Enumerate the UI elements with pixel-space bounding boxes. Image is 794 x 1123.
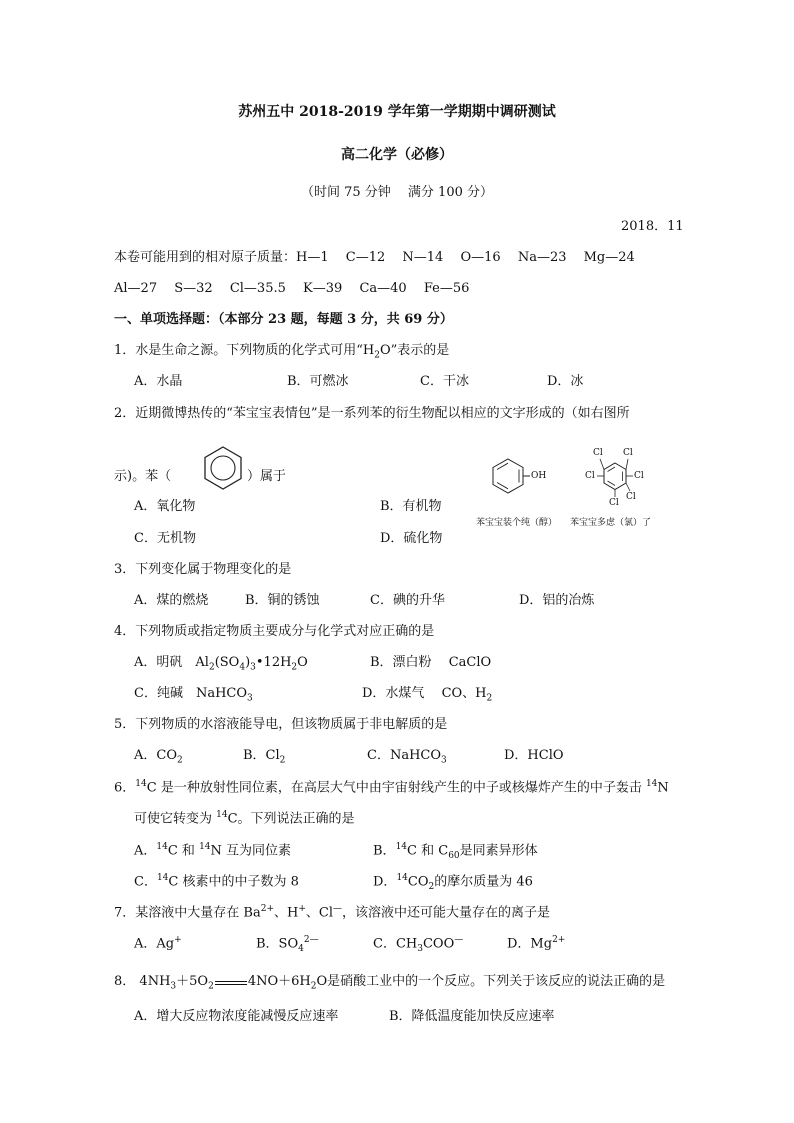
atomic-mass-item: S—32 — [174, 281, 213, 296]
cl-label: Cl — [585, 471, 595, 481]
section-title: 一、单项选择题：（本部分 23 题，每题 3 分，共 69 分） — [114, 312, 453, 327]
cl-label: Cl — [593, 448, 603, 458]
q7-option-a: A．Ag+ — [134, 935, 182, 952]
q1-option-a: A．水晶 — [134, 374, 183, 389]
atomic-mass-item: Cl—35.5 — [229, 281, 286, 296]
q4-option-a: A．明矾 $Al_2(SO_4)_3•12H_2O$ — [134, 655, 308, 673]
question-8-stem: 8． $4NH_3+5O_2$ $4NO+6H_2O$是硝酸工业中的一个反应。下列关于该反应的说法正确的是 — [114, 974, 666, 992]
atomic-mass-item: Fe—56 — [423, 281, 470, 296]
atomic-mass-item: Ca—40 — [359, 281, 407, 296]
exam-title: 苏州五中 2018-2019 学年第一学期期中调研测试 — [238, 104, 556, 120]
q5-option-b: B．$Cl_2$ — [243, 748, 286, 766]
question-2-stem-line1: 2．近期微博热传的“苯宝宝表情包”是一系列苯的衍生物配以相应的文字形成的（如右图所 — [114, 406, 630, 421]
q4-option-c: C．纯碱 NaHCO$_3$ — [134, 686, 253, 704]
q1-option-d: D．冰 — [547, 374, 584, 389]
atomic-mass-item: Mg—24 — [583, 250, 635, 265]
question-2-stem-line2a: 示)。苯（ — [114, 469, 172, 484]
exam-time-info: （时间 75 分钟 满分 100 分） — [300, 185, 494, 200]
q5-option-d: D．HClO — [504, 748, 564, 763]
q7-option-c: C．$CH_3COO^—$ — [373, 935, 464, 954]
q6-option-a: A．$^{14}$C 和 $^{14}$N 互为同位素 — [134, 842, 292, 859]
q1-option-c: C．干冰 — [420, 374, 469, 389]
q5-option-c: C．NaHCO$_3$ — [367, 748, 447, 766]
q3-option-a: A．煤的燃烧 — [134, 593, 209, 608]
question-5-stem: 5．下列物质的水溶液能导电，但该物质属于非电解质的是 — [114, 717, 448, 732]
exam-subject: 高二化学（必修） — [341, 147, 453, 163]
q2-option-b: B．有机物 — [380, 499, 442, 514]
q3-option-d: D．铝的冶炼 — [519, 593, 595, 608]
question-7-stem: 7．某溶液中大量存在 $Ba^{2+}$、H+、Cl—，该溶液中还可能大量存在的离子是 — [114, 904, 551, 921]
reaction-arrow-icon — [214, 977, 248, 987]
q7-option-d: D．$Mg^{2+}$ — [507, 935, 566, 952]
q8-option-b: B．降低温度能加快反应速率 — [389, 1009, 555, 1024]
question-1-stem: 1．水是生命之源。下列物质的化学式可用“$H_2O$”表示的是 — [114, 343, 450, 361]
question-6-stem-line2: 可使它转变为 $^{14}$C。下列说法正确的是 — [134, 810, 355, 827]
question-4-stem: 4．下列物质或指定物质主要成分与化学式对应正确的是 — [114, 624, 435, 639]
q5-option-a: A．$CO_2$ — [134, 748, 183, 766]
q3-option-b: B．铜的锈蚀 — [245, 593, 320, 608]
atomic-mass-item: N—14 — [402, 250, 444, 265]
q6-option-b: B．$^{14}$C 和 $C_{60}$是同素异形体 — [373, 842, 538, 861]
atomic-mass-item: C—12 — [345, 250, 386, 265]
q2-option-c: C．无机物 — [134, 531, 196, 546]
atomic-mass-line-2 — [114, 281, 469, 297]
q6-option-d: D．$^{14}CO_2$的摩尔质量为 46 — [373, 873, 533, 892]
q1-option-b: B．可燃冰 — [287, 374, 349, 389]
cl-label: Cl — [626, 492, 636, 502]
q3-option-c: C．碘的升华 — [370, 593, 445, 608]
phenol-oh-label: OH — [531, 471, 547, 481]
atomic-mass-intro: 本卷可能用到的相对原子质量： — [114, 250, 297, 265]
q4-option-d: D．水煤气 CO、$H_2$ — [362, 686, 493, 704]
q2-option-d: D．硫化物 — [380, 531, 443, 546]
exam-date: 2018．11 — [621, 219, 684, 234]
atomic-mass-item: H—1 — [296, 250, 329, 265]
atomic-mass-item: K—39 — [303, 281, 343, 296]
cl-label: Cl — [623, 448, 633, 458]
q4-option-b: B．漂白粉 CaClO — [370, 655, 492, 670]
atomic-mass-item: Al—27 — [114, 281, 158, 296]
q2-option-a: A．氧化物 — [134, 499, 196, 514]
q6-option-c: C．$^{14}$C 核素中的中子数为 8 — [134, 873, 299, 890]
figure-caption-phenol: 苯宝宝装个纯（醇） — [476, 518, 558, 528]
cl-label: Cl — [609, 498, 619, 508]
atomic-mass-item: Na—23 — [517, 250, 567, 265]
question-2-stem-line2b: ）属于 — [247, 469, 287, 484]
q7-option-b: B．$SO_4^{2—}$ — [256, 935, 319, 954]
benzene-ring-icon — [198, 443, 248, 493]
atomic-mass-line-1 — [114, 250, 635, 266]
atomic-mass-item: O—16 — [460, 250, 501, 265]
question-3-stem: 3．下列变化属于物理变化的是 — [114, 562, 292, 577]
question-6-stem-line1: 6．$^{14}$C 是一种放射性同位素，在高层大气中由宇宙射线产生的中子或核爆炸产生的中子轰击 $^{14}$N — [114, 779, 669, 796]
q8-option-a: A．增大反应物浓度能减慢反应速率 — [134, 1009, 339, 1024]
cl-label: Cl — [634, 471, 644, 481]
figure-caption-hexachlorobenzene: 苯宝宝多虑（氯）了 — [570, 518, 652, 528]
